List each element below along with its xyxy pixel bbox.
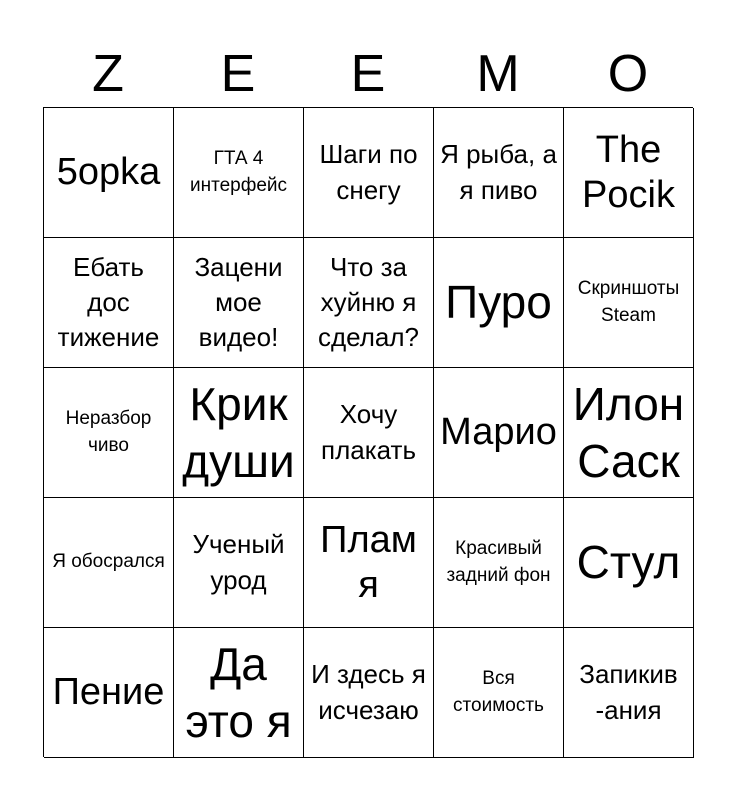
bingo-cell[interactable]: Запикив -ания	[564, 628, 694, 758]
bingo-cell[interactable]: Вся стоимость	[434, 628, 564, 758]
bingo-cell[interactable]: Пение	[44, 628, 174, 758]
bingo-cell[interactable]: И здесь я исчезаю	[304, 628, 434, 758]
bingo-cell[interactable]: The Pocik	[564, 108, 694, 238]
bingo-cell[interactable]: 5opka	[44, 108, 174, 238]
bingo-cell[interactable]: Неразбор чиво	[44, 368, 174, 498]
bingo-cell[interactable]: Красивый задний фон	[434, 498, 564, 628]
bingo-cell[interactable]: Что за хуйню я сделал?	[304, 238, 434, 368]
bingo-board	[43, 107, 693, 757]
bingo-cell[interactable]: Стул	[564, 498, 694, 628]
bingo-cell[interactable]: Ебать дос тижение	[44, 238, 174, 368]
header-letter-e2: E	[350, 45, 386, 103]
bingo-cell[interactable]: Зацени мое видео!	[174, 238, 304, 368]
bingo-cell[interactable]: Пламя	[304, 498, 434, 628]
bingo-cell[interactable]: Шаги по снегу	[304, 108, 434, 238]
bingo-cell[interactable]: Крик души	[174, 368, 304, 498]
bingo-cell[interactable]: ГТА 4 интерфейс	[174, 108, 304, 238]
bingo-cell[interactable]: Скриншоты Steam	[564, 238, 694, 368]
header-letter-m: M	[476, 45, 520, 103]
bingo-cell[interactable]: Хочу плакать	[304, 368, 434, 498]
bingo-cell[interactable]: Ученый урод	[174, 498, 304, 628]
bingo-cell[interactable]: Да это я	[174, 628, 304, 758]
bingo-cell[interactable]: Я обосрался	[44, 498, 174, 628]
header-letter-o: O	[607, 45, 649, 103]
bingo-cell[interactable]: Марио	[434, 368, 564, 498]
header-letter-e1: E	[220, 45, 256, 103]
header-letter-z: Z	[92, 45, 124, 103]
bingo-cell[interactable]: Илон Саск	[564, 368, 694, 498]
bingo-header	[43, 42, 693, 106]
bingo-cell[interactable]: Я рыба, а я пиво	[434, 108, 564, 238]
bingo-cell[interactable]: Пуро	[434, 238, 564, 368]
